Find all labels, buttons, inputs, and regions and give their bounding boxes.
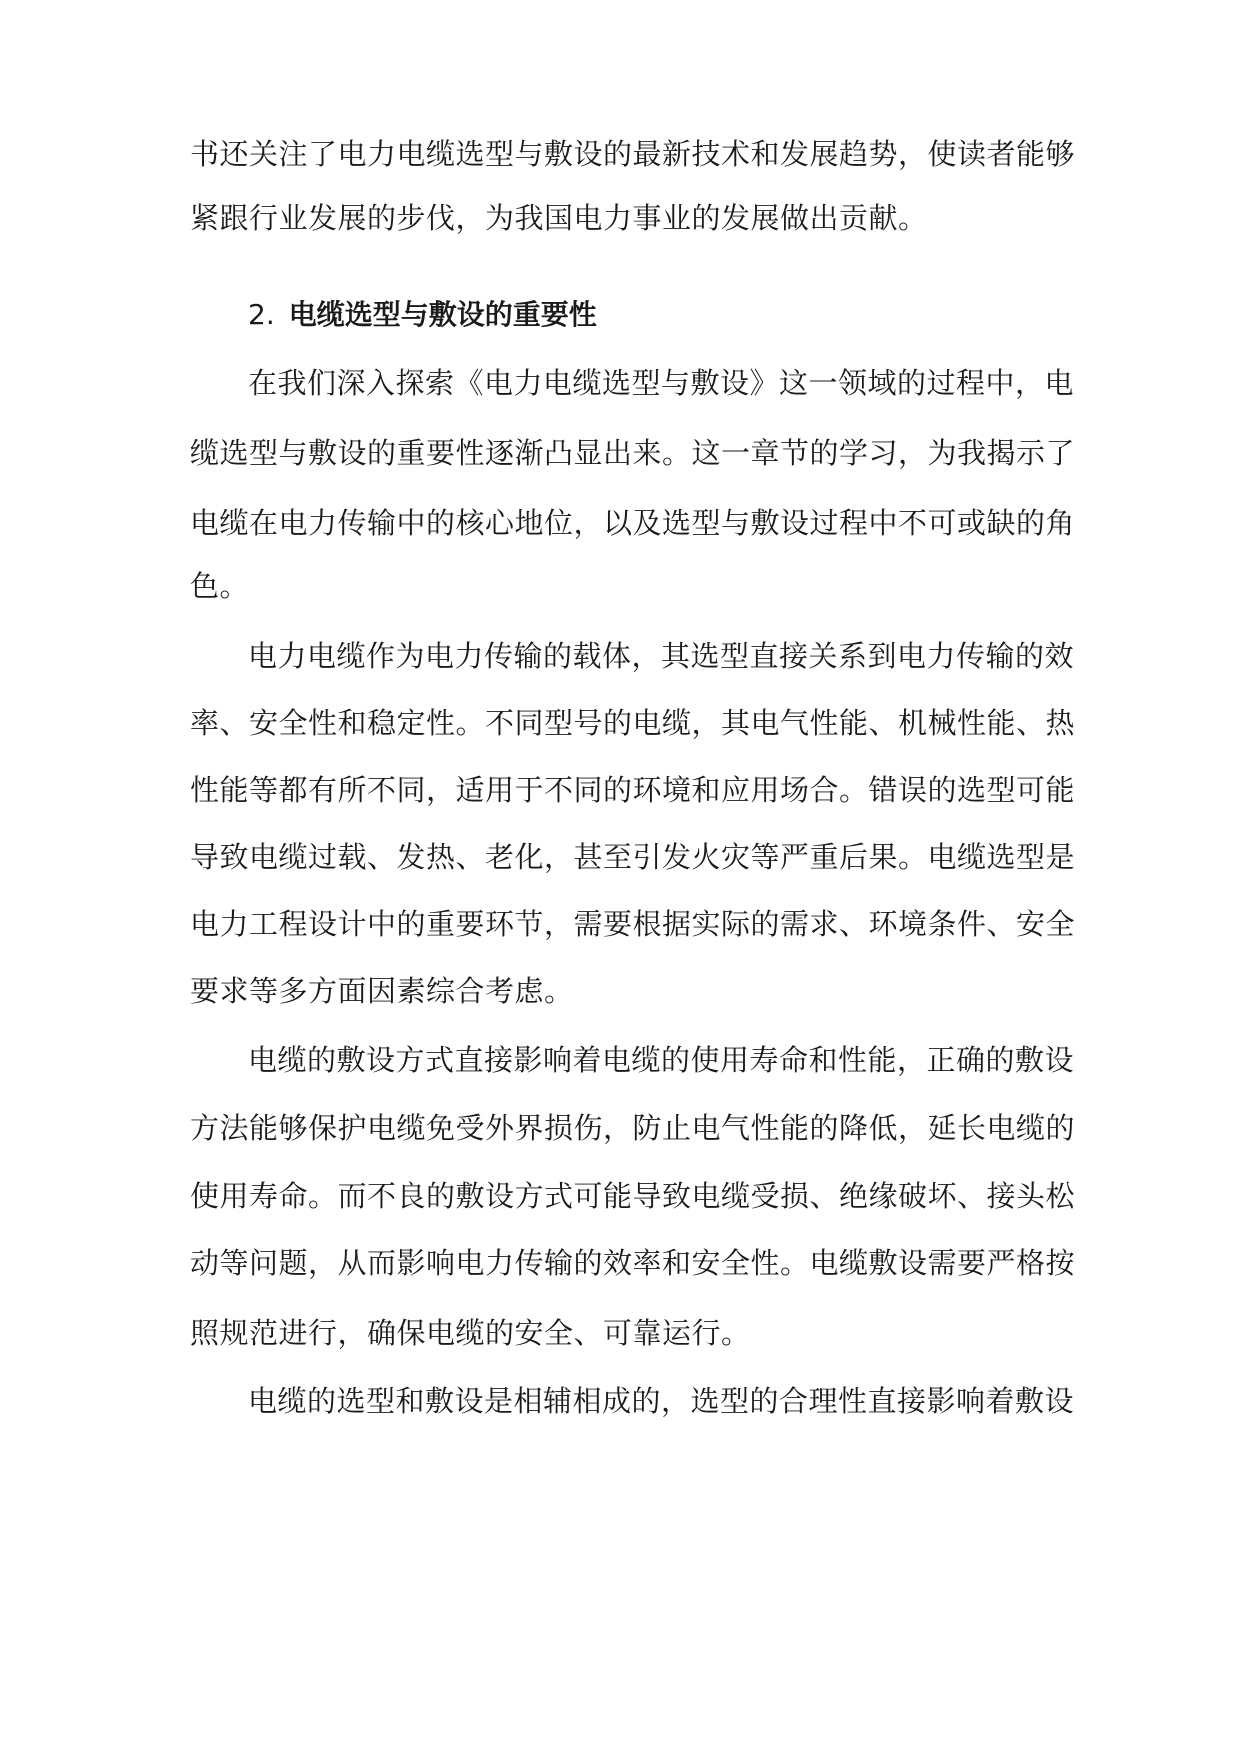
section-heading — [248, 295, 597, 335]
paragraph-3-line-4: 动等问题，从而影响电力传输的效率和安全性。电缆敷设需要严格按 — [190, 1246, 1076, 1280]
paragraph-3-line-1: 电缆的敷设方式直接影响着电缆的使用寿命和性能，正确的敷设 — [248, 1043, 1075, 1077]
paragraph-2-line-3: 性能等都有所不同，适用于不同的环境和应用场合。错误的选型可能 — [190, 773, 1076, 807]
paragraph-2-line-4: 导致电缆过载、发热、老化，甚至引发火灾等严重后果。电缆选型是 — [190, 840, 1076, 874]
paragraph-3-line-3: 使用寿命。而不良的敷设方式可能导致电缆受损、绝缘破坏、接头松 — [190, 1179, 1076, 1213]
paragraph-2-line-5: 电力工程设计中的重要环节，需要根据实际的需求、环境条件、安全 — [190, 907, 1076, 941]
paragraph-1-line-4: 色。 — [190, 569, 250, 603]
paragraph-2-line-2: 率、安全性和稳定性。不同型号的电缆，其电气性能、机械性能、热 — [190, 706, 1076, 740]
paragraph-2-line-1: 电力电缆作为电力传输的载体，其选型直接关系到电力传输的效 — [248, 639, 1075, 673]
section-title: 电缆选型与敷设的重要性 — [288, 298, 597, 331]
paragraph-1-line-1: 在我们深入探索《电力电缆选型与敷设》这一领域的过程中，电 — [248, 366, 1075, 400]
paragraph-3-line-5: 照规范进行，确保电缆的安全、可靠运行。 — [190, 1316, 751, 1350]
paragraph-2-line-6: 要求等多方面因素综合考虑。 — [190, 974, 574, 1008]
intro-line-1: 书还关注了电力电缆选型与敷设的最新技术和发展趋势，使读者能够 — [190, 137, 1076, 171]
paragraph-1-line-2: 缆选型与敷设的重要性逐渐凸显出来。这一章节的学习，为我揭示了 — [190, 436, 1076, 470]
paragraph-3-line-2: 方法能够保护电缆免受外界损伤，防止电气性能的降低，延长电缆的 — [190, 1111, 1076, 1145]
paragraph-4-line-1: 电缆的选型和敷设是相辅相成的，选型的合理性直接影响着敷设 — [248, 1384, 1075, 1418]
intro-line-2: 紧跟行业发展的步伐，为我国电力事业的发展做出贡献。 — [190, 201, 928, 235]
paragraph-1-line-3: 电缆在电力传输中的核心地位，以及选型与敷设过程中不可或缺的角 — [190, 506, 1076, 540]
section-number: 2. — [248, 298, 275, 331]
